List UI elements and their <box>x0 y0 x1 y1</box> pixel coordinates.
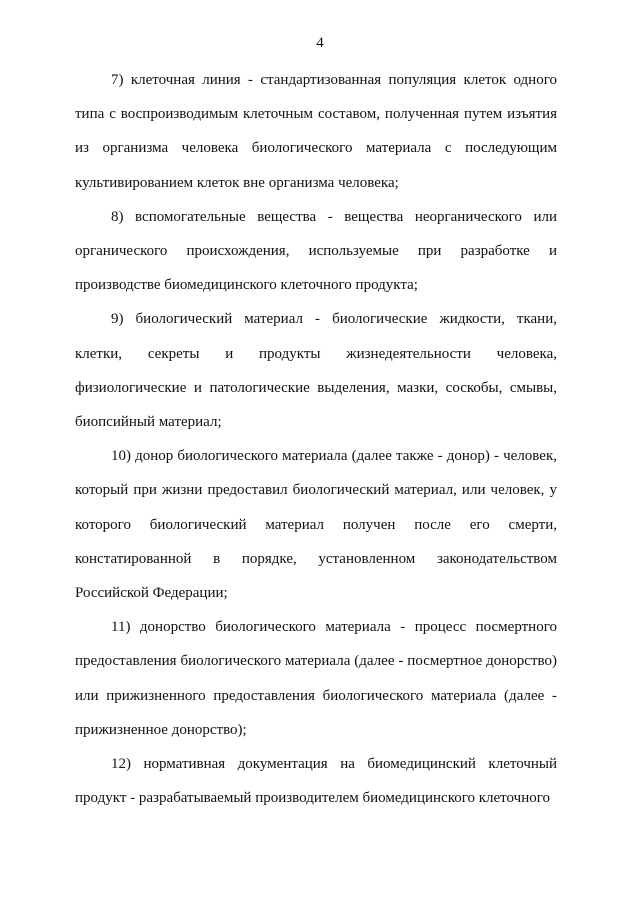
document-body <box>75 63 557 815</box>
paragraph-item-11: 11) донорство биологического материала - процесс посмертного предоставления биологического материала (далее - посмертное донорство) или прижизненного предоставления биологического материала (далее - прижизненное донорство); <box>75 619 557 738</box>
paragraph-item-7: 7) клеточная линия - стандартизованная популяция клеток одного типа с воспроизводимым клеточным составом, полученная путем изъятия из организма человека биологического материала с последующим культивированием клеток вне организма человека; <box>75 72 557 191</box>
paragraph-item-9: 9) биологический материал - биологические жидкости, ткани, клетки, секреты и продукты жизнедеятельности человека, физиологические и патологические выделения, мазки, соскобы, смывы, биопсийный материал; <box>75 311 557 431</box>
paragraph-item-12: 12) нормативная документация на биомедицинский клеточный продукт - разрабатываемый производителем биомедицинского клеточного <box>75 756 557 807</box>
paragraph-item-10: 10) донор биологического материала (далее также - донор) - человек, который при жизни предоставил биологический материал, или человек, у которого биологический материал получен после его смерти, констатированной в порядке, установленном законодательством Российской Федерации; <box>75 448 557 602</box>
paragraph-item-8: 8) вспомогательные вещества - вещества неорганического или органического происхождения, используемые при разработке и производстве биомедицинского клеточного продукта; <box>75 208 557 294</box>
page-number: 4 <box>316 35 324 51</box>
